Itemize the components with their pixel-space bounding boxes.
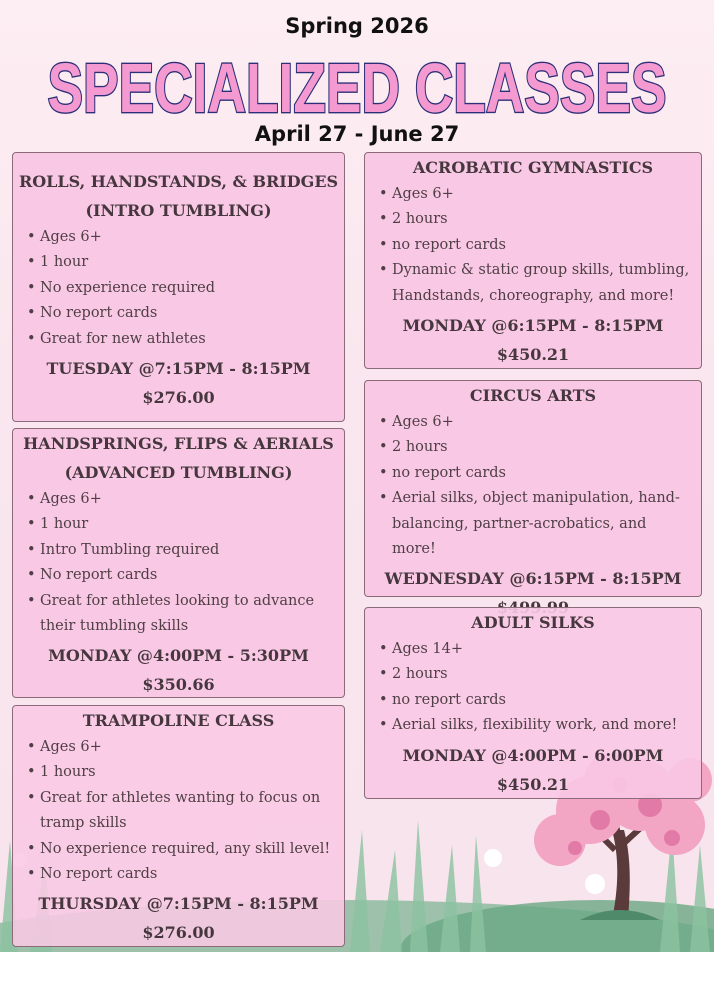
class-schedule-trampoline: THURSDAY @7:15PM - 8:15PM	[38, 894, 319, 914]
list-item: • Great for athletes wanting to focus on	[27, 786, 334, 811]
list-item: • No report cards	[27, 563, 334, 588]
season-label: Spring 2026	[285, 14, 429, 38]
class-title-silks: ADULT SILKS	[471, 613, 595, 632]
list-item: • no report cards	[379, 233, 691, 258]
class-price-acro: $450.21	[496, 345, 570, 365]
class-details-silks	[365, 637, 701, 739]
class-details-rolls	[13, 225, 344, 352]
list-item: • No report cards	[27, 301, 334, 326]
list-item: • 1 hour	[27, 512, 334, 537]
list-item: • 2 hours	[379, 207, 691, 232]
class-schedule-circus: WEDNESDAY @6:15PM - 8:15PM	[384, 569, 682, 589]
list-item: • 1 hour	[27, 250, 334, 275]
list-item: • Aerial silks, object manipulation, hand-	[379, 486, 691, 511]
list-item: • 2 hours	[379, 435, 691, 460]
list-item: • Great for new athletes	[27, 327, 334, 352]
class-schedule-handsprings: MONDAY @4:00PM - 5:30PM	[48, 646, 309, 666]
list-item: • No experience required, any skill level!	[27, 837, 334, 862]
list-item-continued: Handstands, choreography, and more!	[392, 287, 675, 304]
list-item: • no report cards	[379, 688, 691, 713]
class-price-trampoline: $276.00	[142, 923, 215, 943]
list-item-continued: their tumbling skills	[40, 618, 189, 635]
class-schedule-acro: MONDAY @6:15PM - 8:15PM	[402, 316, 664, 336]
list-item: • 2 hours	[379, 662, 691, 687]
class-details-circus	[365, 410, 701, 562]
list-item: • No report cards	[27, 862, 334, 887]
class-details-acro	[365, 182, 701, 309]
list-item-continued: tramp skills	[40, 815, 127, 832]
list-item: • Great for athletes looking to advance	[27, 589, 334, 614]
class-card-trampoline	[12, 705, 345, 947]
date-range: April 27 - June 27	[254, 122, 460, 146]
class-card-silks	[364, 607, 702, 799]
list-item: • Ages 6+	[27, 487, 334, 512]
class-title-circus: CIRCUS ARTS	[469, 386, 597, 405]
class-title-handsprings-line1: HANDSPRINGS, FLIPS & AERIALS	[23, 434, 334, 453]
class-card-rolls	[12, 152, 345, 422]
class-details-trampoline	[13, 735, 344, 887]
list-item: • Aerial silks, flexibility work, and more!	[379, 713, 691, 738]
class-title-rolls-line1: ROLLS, HANDSTANDS, & BRIDGES	[18, 172, 339, 191]
class-title-handsprings-line2: (ADVANCED TUMBLING)	[64, 463, 293, 482]
list-item: • Intro Tumbling required	[27, 538, 334, 563]
class-schedule-silks: MONDAY @4:00PM - 6:00PM	[402, 745, 664, 765]
class-price-silks: $450.21	[496, 774, 570, 794]
class-schedule-rolls: TUESDAY @7:15PM - 8:15PM	[46, 359, 311, 379]
list-item: • Ages 6+	[379, 182, 691, 207]
list-item: • Ages 14+	[379, 637, 691, 662]
list-item: • no report cards	[379, 461, 691, 486]
class-details-handsprings	[13, 487, 344, 639]
list-item: • Dynamic & static group skills, tumbling,	[379, 258, 691, 283]
page-title-text: SPECIALIZED CLASSES	[47, 50, 667, 124]
list-item: • Ages 6+	[27, 735, 334, 760]
class-price-rolls: $276.00	[142, 388, 215, 408]
list-item: • 1 hours	[27, 760, 334, 785]
class-title-rolls-line2: (INTRO TUMBLING)	[85, 201, 272, 220]
class-card-circus	[364, 380, 702, 597]
class-price-handsprings: $350.66	[142, 675, 215, 695]
class-card-handsprings	[12, 428, 345, 698]
class-title-acro: ACROBATIC GYMNASTICS	[412, 158, 654, 177]
list-item: • Ages 6+	[27, 225, 334, 250]
list-item-continued: balancing, partner-acrobatics, and more!	[392, 515, 647, 558]
class-title-trampoline: TRAMPOLINE CLASS	[82, 711, 275, 730]
list-item: • Ages 6+	[379, 410, 691, 435]
class-card-acro	[364, 152, 702, 369]
list-item: • No experience required	[27, 276, 334, 301]
page-title	[0, 46, 714, 124]
